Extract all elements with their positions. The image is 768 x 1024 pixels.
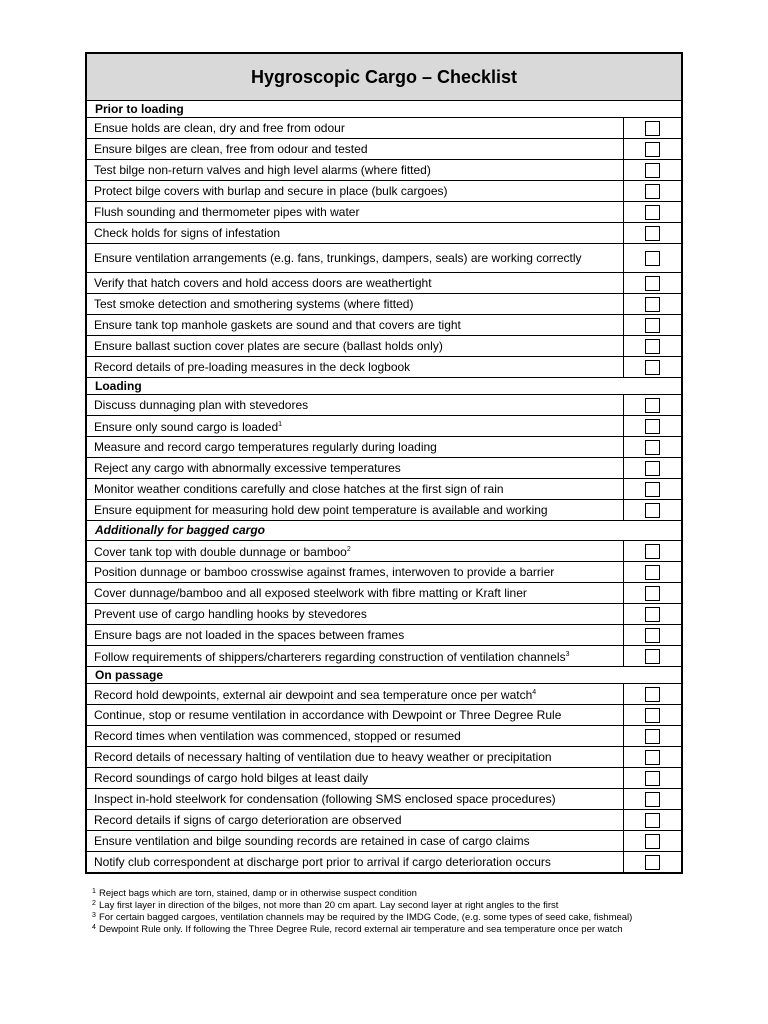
footnote-ref: 4 — [532, 689, 537, 696]
checkbox-cell — [624, 789, 681, 809]
checkbox-cell — [624, 315, 681, 335]
checklist-item-text — [87, 357, 624, 377]
footnote-number: 1 — [92, 888, 96, 895]
footnote-number: 2 — [92, 900, 96, 907]
checkbox-cell — [624, 831, 681, 851]
checklist-row — [87, 160, 681, 181]
checklist-item-text — [87, 705, 624, 725]
checkbox[interactable] — [645, 750, 660, 765]
checklist-item-label: Ensure bilges are clean, free from odour and tested — [94, 142, 368, 156]
checkbox-cell — [624, 139, 681, 159]
checklist-row — [87, 223, 681, 244]
checklist-row — [87, 810, 681, 831]
footnote-ref: 2 — [346, 546, 351, 553]
checkbox-cell — [624, 747, 681, 767]
checklist-row — [87, 315, 681, 336]
checkbox[interactable] — [645, 628, 660, 643]
checkbox[interactable] — [645, 813, 660, 828]
checkbox-cell — [624, 604, 681, 624]
checklist-item-label: Test smoke detection and smothering systems (where fitted) — [94, 297, 414, 311]
footnote-ref: 3 — [565, 651, 570, 658]
footnote-text: Reject bags which are torn, stained, damp or in otherwise suspect condition — [99, 888, 417, 899]
checkbox-cell — [624, 202, 681, 222]
checkbox[interactable] — [645, 360, 660, 375]
checkbox[interactable] — [645, 142, 660, 157]
checklist-row — [87, 684, 681, 705]
checkbox-cell — [624, 294, 681, 314]
checklist-row — [87, 726, 681, 747]
checklist-item-text — [87, 541, 624, 561]
checkbox[interactable] — [645, 297, 660, 312]
checklist-item-text — [87, 139, 624, 159]
section-heading: Additionally for bagged cargo — [87, 521, 681, 541]
checklist-item-text — [87, 747, 624, 767]
checklist-item-text — [87, 181, 624, 201]
checklist-item-label: Discuss dunnaging plan with stevedores — [94, 398, 309, 412]
checklist-item-label: Reject any cargo with abnormally excessive temperatures — [94, 461, 401, 475]
footnote — [92, 888, 692, 900]
checkbox-cell — [624, 395, 681, 415]
checkbox-cell — [624, 437, 681, 457]
checklist-item-label: Protect bilge covers with burlap and secure in place (bulk cargoes) — [94, 184, 448, 198]
checklist-row — [87, 244, 681, 273]
checklist-item-label: Check holds for signs of infestation — [94, 226, 281, 240]
checkbox-cell — [624, 705, 681, 725]
checklist-item-label: Ensure ballast suction cover plates are secure (ballast holds only) — [94, 339, 443, 353]
checklist-item-label: Ensure bags are not loaded in the spaces between frames — [94, 628, 405, 642]
checklist-item-text — [87, 416, 624, 436]
checklist-item-text — [87, 202, 624, 222]
checkbox[interactable] — [645, 121, 660, 136]
checklist-item-text — [87, 604, 624, 624]
checklist-item-label: Position dunnage or bamboo crosswise against frames, interwoven to provide a barrier — [94, 565, 555, 579]
checklist-item-label: Inspect in-hold steelwork for condensation (following SMS enclosed space procedures) — [94, 792, 556, 806]
checkbox-cell — [624, 500, 681, 520]
checklist-item-text — [87, 562, 624, 582]
checkbox-cell — [624, 416, 681, 436]
checkbox[interactable] — [645, 419, 660, 434]
checklist-item-label: Test bilge non-return valves and high level alarms (where fitted) — [94, 163, 431, 177]
checklist-title: Hygroscopic Cargo – Checklist — [87, 54, 681, 101]
checklist-item-label: Follow requirements of shippers/charterers regarding construction of ventilation channels$^3$ — [94, 650, 570, 664]
checklist-row — [87, 705, 681, 726]
checklist-item-label: Ensure ventilation arrangements (e.g. fans, trunkings, dampers, seals) are working correctly — [94, 251, 582, 265]
checklist-item-text — [87, 810, 624, 830]
checkbox[interactable] — [645, 184, 660, 199]
checklist-item-text — [87, 437, 624, 457]
checklist-item-text — [87, 831, 624, 851]
checklist-item-text — [87, 852, 624, 872]
section-items — [87, 118, 681, 378]
checkbox[interactable] — [645, 226, 660, 241]
checklist-item-text — [87, 223, 624, 243]
checklist-sheet — [85, 52, 683, 874]
checklist-item-label: Notify club correspondent at discharge port prior to arrival if cargo deterioration occurs — [94, 855, 551, 869]
footnote-text: Dewpoint Rule only. If following the Three Degree Rule, record external air temperature and sea temperature once per watch — [99, 924, 623, 935]
checkbox-cell — [624, 479, 681, 499]
checkbox-cell — [624, 458, 681, 478]
checkbox[interactable] — [645, 503, 660, 518]
checklist-row — [87, 646, 681, 667]
checkbox-cell — [624, 562, 681, 582]
checklist-row — [87, 437, 681, 458]
checklist-item-text — [87, 244, 624, 272]
checklist-item-label: Ensure ventilation and bilge sounding records are retained in case of cargo claims — [94, 834, 530, 848]
checklist-item-text — [87, 315, 624, 335]
checklist-row — [87, 852, 681, 872]
checkbox-cell — [624, 810, 681, 830]
checkbox-cell — [624, 357, 681, 377]
checkbox-cell — [624, 244, 681, 272]
section-heading: Prior to loading — [87, 101, 681, 118]
checkbox-cell — [624, 273, 681, 293]
footnote — [92, 912, 692, 924]
checklist-item-label: Record hold dewpoints, external air dewpoint and sea temperature once per watch$^4$ — [94, 688, 537, 702]
checklist-row — [87, 479, 681, 500]
checklist-row — [87, 583, 681, 604]
checklist-item-text — [87, 273, 624, 293]
footnote-number: 4 — [92, 924, 96, 931]
checklist-item-text — [87, 458, 624, 478]
checkbox[interactable] — [645, 339, 660, 354]
checklist-row — [87, 294, 681, 315]
checklist-row — [87, 625, 681, 646]
checklist-row — [87, 500, 681, 521]
checklist-item-text — [87, 479, 624, 499]
checklist-item-label: Record soundings of cargo hold bilges at least daily — [94, 771, 369, 785]
section-items — [87, 684, 681, 872]
checklist-item-label: Continue, stop or resume ventilation in accordance with Dewpoint or Three Degree Rule — [94, 708, 562, 722]
footnote — [92, 924, 692, 936]
checklist-row — [87, 336, 681, 357]
checklist-row — [87, 202, 681, 223]
checklist-item-label: Ensure equipment for measuring hold dew point temperature is available and working — [94, 503, 548, 517]
section-items — [87, 395, 681, 521]
checkbox[interactable] — [645, 687, 660, 702]
checklist-row — [87, 395, 681, 416]
checklist-item-label: Record times when ventilation was commenced, stopped or resumed — [94, 729, 461, 743]
checklist-item-label: Cover tank top with double dunnage or bamboo$^2$ — [94, 545, 351, 559]
checkbox-cell — [624, 852, 681, 872]
footnote — [92, 900, 692, 912]
checklist-row — [87, 789, 681, 810]
footnote-number: 3 — [92, 912, 96, 919]
checkbox[interactable] — [645, 729, 660, 744]
checklist-item-label: Verify that hatch covers and hold access doors are weathertight — [94, 276, 432, 290]
checklist-row — [87, 416, 681, 437]
checkbox[interactable] — [645, 251, 660, 266]
checkbox-cell — [624, 160, 681, 180]
checklist-item-text — [87, 395, 624, 415]
checklist-item-label: Flush sounding and thermometer pipes with water — [94, 205, 360, 219]
checkbox-cell — [624, 726, 681, 746]
checkbox[interactable] — [645, 586, 660, 601]
checkbox[interactable] — [645, 855, 660, 870]
checklist-sections — [87, 101, 681, 872]
checklist-row — [87, 357, 681, 378]
footnote-text: For certain bagged cargoes, ventilation channels may be required by the IMDG Code, (e.g. some types of seed cake, fishmeal) — [99, 912, 633, 923]
checklist-row — [87, 541, 681, 562]
checkbox-cell — [624, 646, 681, 666]
footnotes — [92, 888, 692, 936]
checkbox[interactable] — [645, 649, 660, 664]
checkbox-cell — [624, 336, 681, 356]
checkbox-cell — [624, 223, 681, 243]
checklist-item-label: Ensue holds are clean, dry and free from odour — [94, 121, 345, 135]
section-heading: On passage — [87, 667, 681, 684]
checkbox[interactable] — [645, 708, 660, 723]
checklist-item-text — [87, 789, 624, 809]
checkbox[interactable] — [645, 482, 660, 497]
footnote-text: Lay first layer in direction of the bilges, not more than 20 cm apart. Lay second layer at right angles to the first — [99, 900, 559, 911]
checklist-item-text — [87, 583, 624, 603]
checklist-item-text — [87, 118, 624, 138]
checklist-item-text — [87, 684, 624, 704]
checklist-item-label: Record details if signs of cargo deterioration are observed — [94, 813, 402, 827]
checklist-item-label: Record details of pre-loading measures in the deck logbook — [94, 360, 411, 374]
checkbox[interactable] — [645, 276, 660, 291]
checklist-row — [87, 118, 681, 139]
checklist-item-label: Cover dunnage/bamboo and all exposed steelwork with fibre matting or Kraft liner — [94, 586, 527, 600]
checklist-item-text — [87, 625, 624, 645]
checklist-item-label: Ensure tank top manhole gaskets are sound and that covers are tight — [94, 318, 461, 332]
checklist-item-text — [87, 726, 624, 746]
checkbox[interactable] — [645, 461, 660, 476]
checklist-row — [87, 562, 681, 583]
checklist-row — [87, 831, 681, 852]
footnote-ref: 1 — [278, 421, 283, 428]
checklist-item-text — [87, 768, 624, 788]
checklist-row — [87, 604, 681, 625]
checklist-row — [87, 273, 681, 294]
checklist-item-label: Measure and record cargo temperatures regularly during loading — [94, 440, 437, 454]
checklist-row — [87, 747, 681, 768]
checkbox[interactable] — [645, 792, 660, 807]
checklist-item-text — [87, 294, 624, 314]
checkbox-cell — [624, 684, 681, 704]
checkbox-cell — [624, 118, 681, 138]
checklist-item-label: Record details of necessary halting of ventilation due to heavy weather or precipitation — [94, 750, 552, 764]
checkbox[interactable] — [645, 607, 660, 622]
checklist-row — [87, 139, 681, 160]
checklist-item-text — [87, 500, 624, 520]
checkbox[interactable] — [645, 163, 660, 178]
checkbox[interactable] — [645, 771, 660, 786]
section-items — [87, 541, 681, 667]
checkbox-cell — [624, 768, 681, 788]
checkbox-cell — [624, 541, 681, 561]
checkbox-cell — [624, 583, 681, 603]
checklist-row — [87, 768, 681, 789]
checklist-row — [87, 181, 681, 202]
checkbox-cell — [624, 181, 681, 201]
checklist-item-label: Ensure only sound cargo is loaded$^1$ — [94, 420, 283, 434]
section-heading: Loading — [87, 378, 681, 395]
checkbox[interactable] — [645, 398, 660, 413]
checkbox[interactable] — [645, 565, 660, 580]
checklist-item-text — [87, 160, 624, 180]
checkbox[interactable] — [645, 544, 660, 559]
checklist-item-label: Prevent use of cargo handling hooks by stevedores — [94, 607, 367, 621]
checklist-row — [87, 458, 681, 479]
checklist-item-label: Monitor weather conditions carefully and close hatches at the first sign of rain — [94, 482, 504, 496]
checkbox[interactable] — [645, 205, 660, 220]
checkbox[interactable] — [645, 834, 660, 849]
checklist-item-text — [87, 646, 624, 666]
checkbox-cell — [624, 625, 681, 645]
checkbox[interactable] — [645, 440, 660, 455]
checkbox[interactable] — [645, 318, 660, 333]
checklist-item-text — [87, 336, 624, 356]
